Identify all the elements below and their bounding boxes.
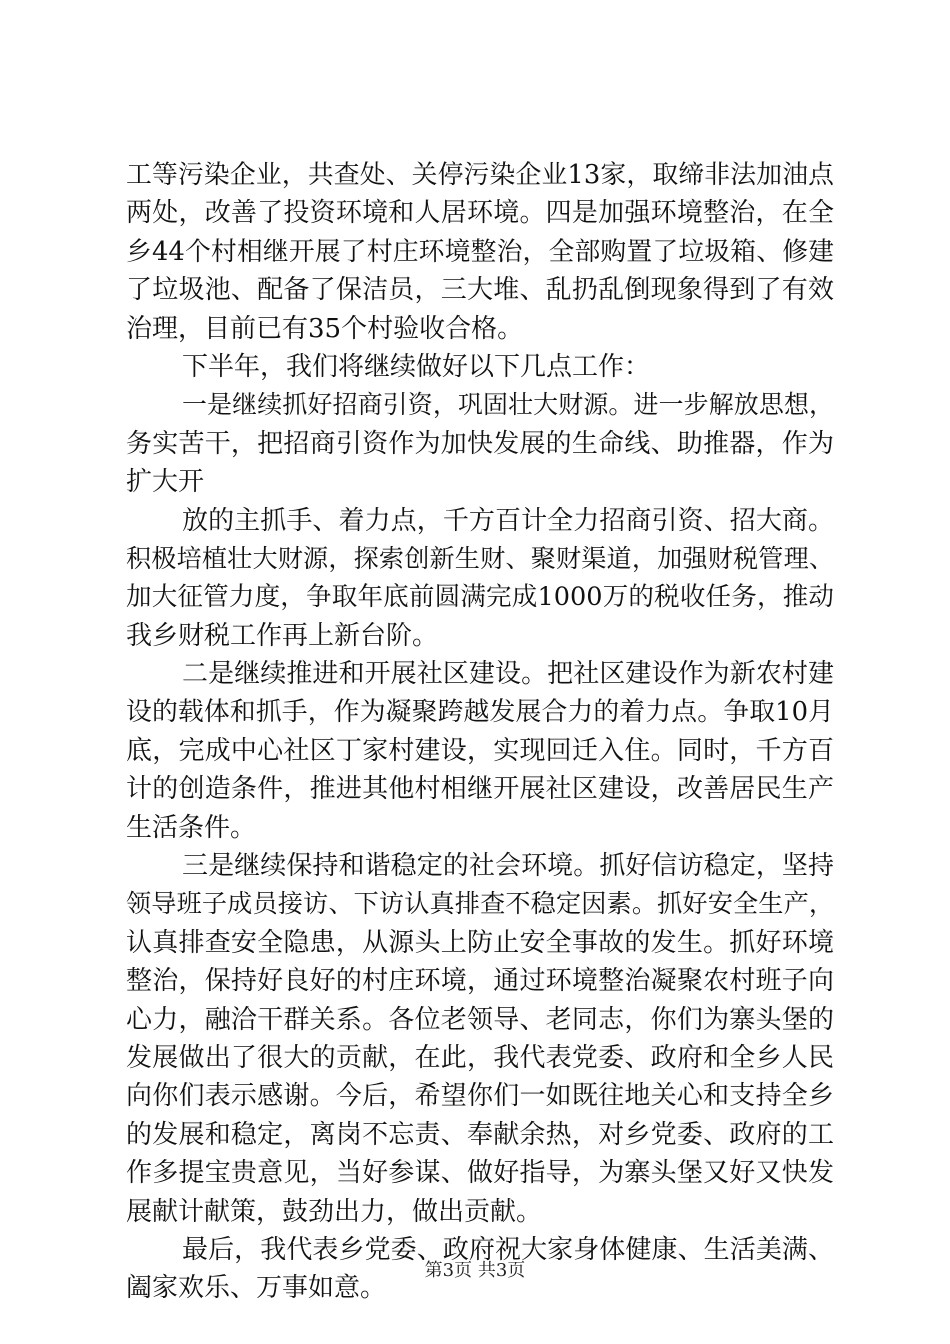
text-line: 计的创造条件，推进其他村相继开展社区建设，改善居民生产 xyxy=(126,774,834,805)
text-line: 的发展和稳定，离岗不忘责、奉献余热，对乡党委、政府的工 xyxy=(126,1119,834,1150)
text-line: 我乡财税工作再上新台阶。 xyxy=(126,620,439,651)
text-line: 阖家欢乐、万事如意。 xyxy=(126,1273,387,1304)
text-line: 最后，我代表乡党委、政府祝大家身体健康、生活美满、 xyxy=(182,1234,834,1265)
paragraph xyxy=(126,847,834,1231)
text-line: 向你们表示感谢。今后，希望你们一如既往地关心和支持全乡 xyxy=(126,1081,834,1112)
text-line: 工等污染企业，共查处、关停污染企业13家，取缔非法加油点 xyxy=(126,160,834,190)
text-line: 加大征管力度，争取年底前圆满完成1000万的税收任务，推动 xyxy=(126,582,834,613)
text-line: 设的载体和抓手，作为凝聚跨越发展合力的着力点。争取10月 xyxy=(126,697,834,728)
text-line: 领导班子成员接访、下访认真排查不稳定因素。抓好安全生产， xyxy=(126,889,834,919)
text-line: 认真排查安全隐患，从源头上防止安全事故的发生。抓好环境 xyxy=(126,927,834,958)
text-line: 积极培植壮大财源，探索创新生财、聚财渠道，加强财税管理、 xyxy=(126,543,834,573)
text-line: 展献计献策，鼓劲出力，做出贡献。 xyxy=(126,1196,543,1227)
text-line: 生活条件。 xyxy=(126,812,257,843)
text-line: 三是继续保持和谐稳定的社会环境。抓好信访稳定，坚持 xyxy=(182,851,834,882)
text-line: 心力，融洽干群关系。各位老领导、老同志，你们为寨头堡的 xyxy=(126,1004,834,1035)
paragraph xyxy=(126,156,834,348)
paragraph xyxy=(126,348,834,386)
text-line: 扩大开 xyxy=(126,467,205,498)
text-line: 底，完成中心社区丁家村建设，实现回迁入住。同时，千方百 xyxy=(126,735,834,766)
text-line: 务实苦干，把招商引资作为加快发展的生命线、助推器，作为 xyxy=(126,428,834,459)
text-line: 两处，改善了投资环境和人居环境。四是加强环境整治，在全 xyxy=(126,198,834,229)
text-line: 下半年，我们将继续做好以下几点工作： xyxy=(182,351,651,382)
text-line: 乡44个村相继开展了村庄环境整治，全部购置了垃圾箱、修建 xyxy=(126,236,834,267)
page-number-footer: 第3页 共3页 xyxy=(424,1260,526,1281)
text-line: 整治，保持好良好的村庄环境，通过环境整治凝聚农村班子向 xyxy=(126,966,834,997)
paragraph xyxy=(126,655,834,847)
paragraph xyxy=(126,502,834,656)
document-body xyxy=(126,156,834,1308)
text-line: 放的主抓手、着力点，千方百计全力招商引资、招大商。 xyxy=(182,505,834,536)
text-line: 发展做出了很大的贡献，在此，我代表党委、政府和全乡人民 xyxy=(126,1042,834,1073)
text-line: 作多提宝贵意见，当好参谋、做好指导，为寨头堡又好又快发 xyxy=(126,1158,834,1189)
text-line: 一是继续抓好招商引资，巩固壮大财源。进一步解放思想， xyxy=(182,390,834,420)
text-line: 了垃圾池、配备了保洁员，三大堆、乱扔乱倒现象得到了有效 xyxy=(126,275,834,306)
text-line: 治理，目前已有35个村验收合格。 xyxy=(126,313,524,344)
paragraph xyxy=(126,386,834,501)
text-line: 二是继续推进和开展社区建设。把社区建设作为新农村建 xyxy=(182,659,834,690)
